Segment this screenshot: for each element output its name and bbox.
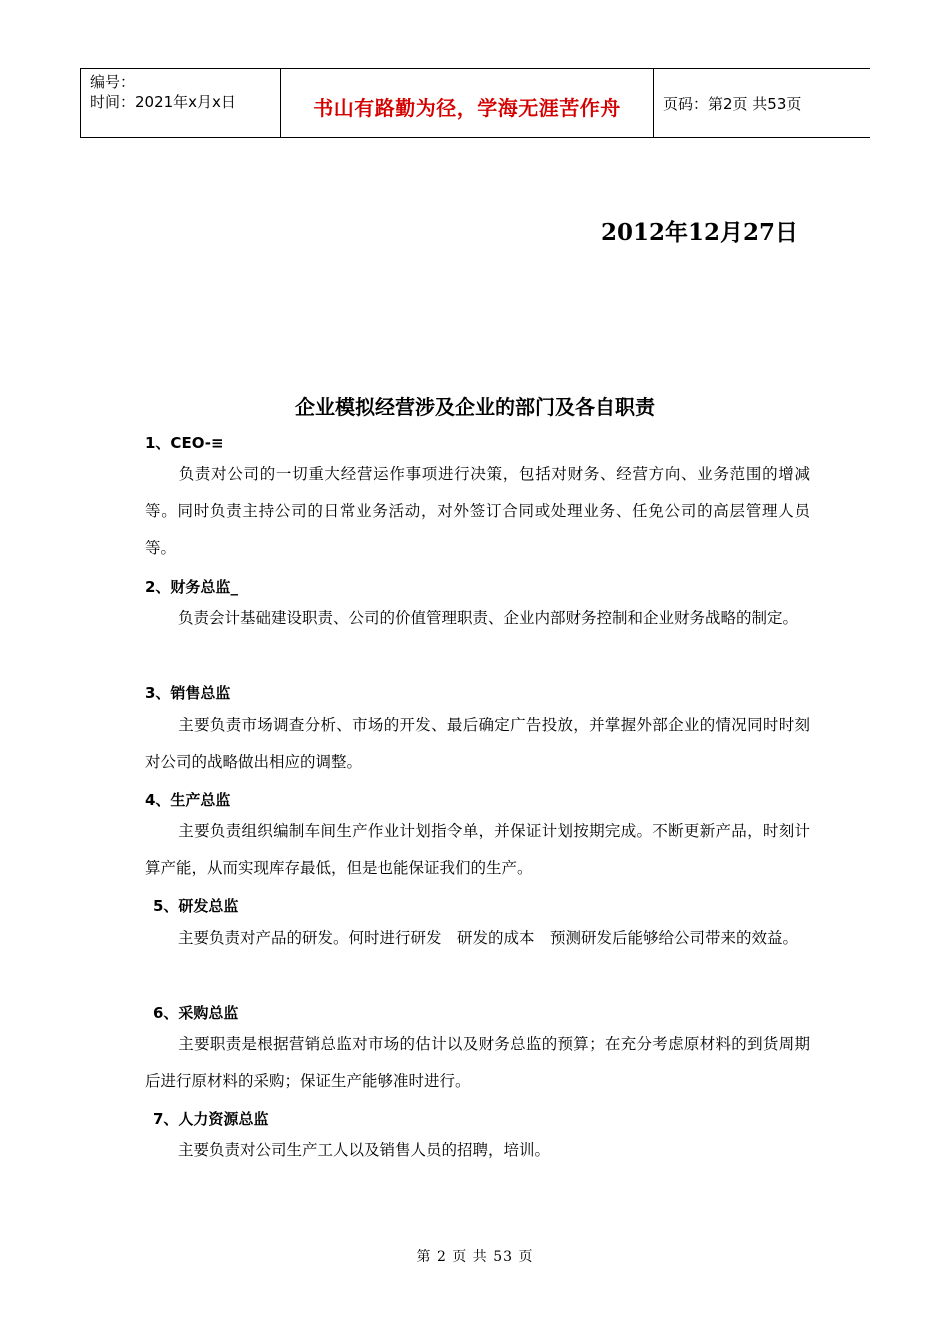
header-page-cell bbox=[654, 69, 870, 137]
document-title: 企业模拟经营涉及企业的部门及各自职责 bbox=[295, 395, 655, 419]
section-body-5 bbox=[145, 920, 810, 957]
section-body-3 bbox=[145, 707, 810, 781]
motto-text: 书山有路勤为径，学海无涯苦作舟 bbox=[313, 95, 621, 120]
section-heading-2: 2、财务总监_ bbox=[145, 578, 238, 596]
header-meta bbox=[80, 69, 281, 137]
section-body-2-text: 负责会计基础建设职责、公司的价值管理职责、企业内部财务控制和企业财务战略的制定。 bbox=[178, 609, 799, 627]
section-body-7 bbox=[145, 1132, 810, 1169]
section-body-4-text: 主要负责组织编制车间生产作业计划指令单，并保证计划按期完成。不断更新产品，时刻计算产能，从而实现库存最低，但是也能保证我们的生产。 bbox=[145, 822, 810, 877]
number-label: 编号： bbox=[90, 73, 136, 91]
section-heading-6: 6、采购总监 bbox=[153, 1004, 239, 1022]
header-motto-cell bbox=[281, 69, 654, 137]
section-body-7-text: 主要负责对公司生产工人以及销售人员的招聘，培训。 bbox=[178, 1141, 551, 1159]
section-body-3-text: 主要负责市场调查分析、市场的开发、最后确定广告投放，并掌握外部企业的情况同时时刻对公司的战略做出相应的调整。 bbox=[145, 716, 810, 771]
document-header bbox=[80, 68, 870, 138]
section-body-1-text: 负责对公司的一切重大经营运作事项进行决策，包括对财务、经营方向、业务范围的增减等。同时负责主持公司的日常业务活动，对外签订合同或处理业务、任免公司的高层管理人员等。 bbox=[145, 465, 810, 557]
section-heading-7: 7、人力资源总监 bbox=[153, 1110, 269, 1128]
section-heading-1: 1、CEO-≡ bbox=[145, 434, 224, 452]
section-body-1 bbox=[145, 456, 810, 567]
section-body-5-text: 主要负责对产品的研发。何时进行研发 研发的成本 预测研发后能够给公司带来的效益。 bbox=[178, 929, 799, 947]
page-footer: 第 2 页 共 53 页 bbox=[416, 1249, 534, 1265]
time-label: 时间：2021年x月x日 bbox=[90, 93, 236, 111]
section-body-6-text: 主要职责是根据营销总监对市场的估计以及财务总监的预算；在充分考虑原材料的到货周期后进行原材料的采购；保证生产能够准时进行。 bbox=[145, 1035, 810, 1090]
page-info: 页码：第2页 共53页 bbox=[663, 94, 802, 113]
section-heading-3: 3、销售总监 bbox=[145, 684, 231, 702]
section-heading-5: 5、研发总监 bbox=[153, 897, 239, 915]
section-body-2 bbox=[145, 600, 810, 637]
section-body-4 bbox=[145, 813, 810, 887]
section-body-6 bbox=[145, 1026, 810, 1100]
document-date: 2012年12月27日 bbox=[600, 219, 798, 246]
section-heading-4: 4、生产总监 bbox=[145, 791, 231, 809]
